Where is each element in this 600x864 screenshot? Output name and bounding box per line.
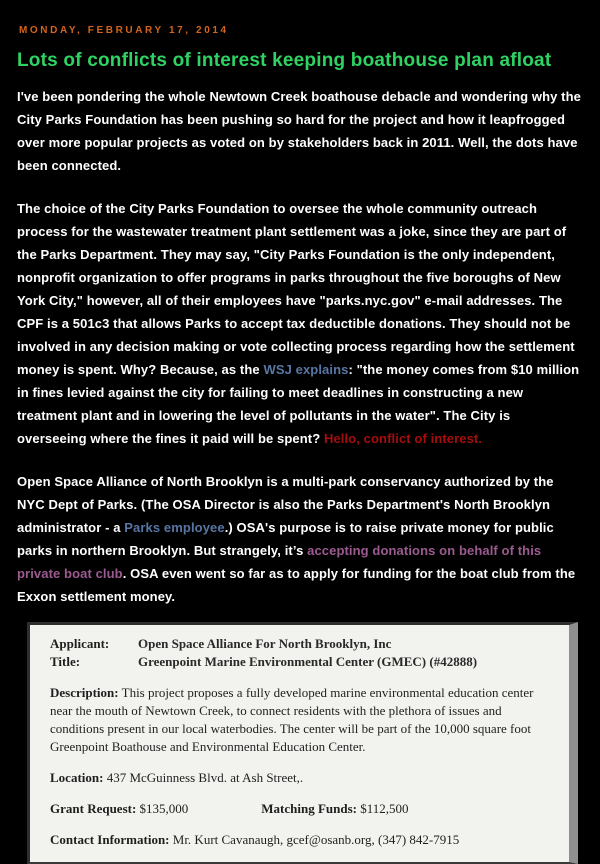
inline-link[interactable]: Parks employee — [124, 520, 225, 535]
blog-page — [0, 25, 600, 847]
post-title[interactable]: Lots of conflicts of interest keeping boathouse plan afloat — [17, 50, 552, 71]
doc-description-label: Description: — [50, 685, 119, 700]
doc-contact-label: Contact Information: — [50, 832, 170, 847]
doc-applicant-value: Open Space Alliance For North Brooklyn, Inc — [138, 636, 392, 651]
doc-title-label: Title: — [50, 654, 81, 669]
text-segment: . OSA even went so far as to apply for funding for the boat club from the Exxon settlement money. — [17, 566, 576, 604]
doc-grant-request-value: $135,000 — [139, 801, 189, 816]
doc-applicant-label: Applicant: — [50, 636, 110, 651]
blog-post — [0, 25, 600, 864]
doc-title-row — [50, 653, 557, 671]
text-segment: Open Space Alliance of North Brooklyn is a multi-park conservancy authorized by the NYC Dept of Parks. (The OSA Director is also the Parks Department's North Brooklyn administrator - a — [17, 474, 554, 535]
doc-funding-row — [50, 800, 557, 818]
doc-location-block — [50, 769, 557, 787]
doc-matching-funds — [261, 801, 408, 816]
doc-grant-request — [50, 800, 258, 818]
doc-matching-funds-label: Matching Funds: — [261, 801, 357, 816]
grant-application-scan — [27, 622, 578, 864]
text-segment: I've been pondering the whole Newtown Creek boathouse debacle and wondering why the City Parks Foundation has been pushing so hard for the project and how it leapfrogged over more popular projects as voted on by stakeholders back in 2011. Well, the dots have been connected. — [17, 89, 581, 173]
text-segment: .) OSA's purpose is to raise private money for public parks in northern Brooklyn. But strangely, it’s — [17, 520, 554, 558]
post-paragraph — [17, 470, 583, 608]
visited-inline-link[interactable]: accepting donations on behalf of this private boat club — [17, 543, 542, 581]
post-paragraph — [17, 85, 583, 177]
text-segment: : "the money comes from $10 million in fines levied against the city for failing to meet deadlines in constructing a new treatment plant and in lowering the level of pollutants in the water". The City is overseeing where the fines it paid will be spent? — [17, 362, 580, 446]
post-date-header: MONDAY, FEBRUARY 17, 2014 — [19, 25, 229, 36]
doc-location-label: Location: — [50, 770, 104, 785]
alert-text: Hello, conflict of interest. — [323, 431, 483, 446]
doc-description-block — [50, 684, 557, 756]
post-paragraph — [17, 197, 583, 450]
doc-location-value: 437 McGuinness Blvd. at Ash Street,. — [106, 770, 304, 785]
doc-grant-request-label: Grant Request: — [50, 801, 137, 816]
post-body — [17, 85, 583, 608]
doc-description-text: This project proposes a fully developed marine environmental education center near the mouth of Newtown Creek, to connect residents with the plethora of issues and conditions present in our local waterbodies. The center will be part of the 10,000 square foot Greenpoint Boathouse and Environmental Education Center. — [50, 685, 534, 754]
doc-applicant-row — [50, 635, 557, 653]
doc-contact-block — [50, 831, 557, 849]
doc-contact-value: Mr. Kurt Cavanaugh, gcef@osanb.org, (347) 842-7915 — [172, 832, 460, 847]
inline-link[interactable]: WSJ explains — [263, 362, 349, 377]
doc-matching-funds-value: $112,500 — [360, 801, 409, 816]
text-segment: The choice of the City Parks Foundation to oversee the whole community outreach process for the wastewater treatment plant settlement was a joke, since they are part of the Parks Department. They may say, "City Parks Foundation is the only independent, nonprofit organization to offer programs in parks throughout the five boroughs of New York City," however, all of their employees have "parks.nyc.gov" e-mail addresses. The CPF is a 501c3 that allows Parks to accept tax deductible donations. They should not be involved in any decision making or vote collecting process regarding how the settlement money is spent. Why? Because, as the — [17, 201, 575, 377]
doc-title-value: Greenpoint Marine Environmental Center (GMEC) (#42888) — [138, 654, 478, 669]
